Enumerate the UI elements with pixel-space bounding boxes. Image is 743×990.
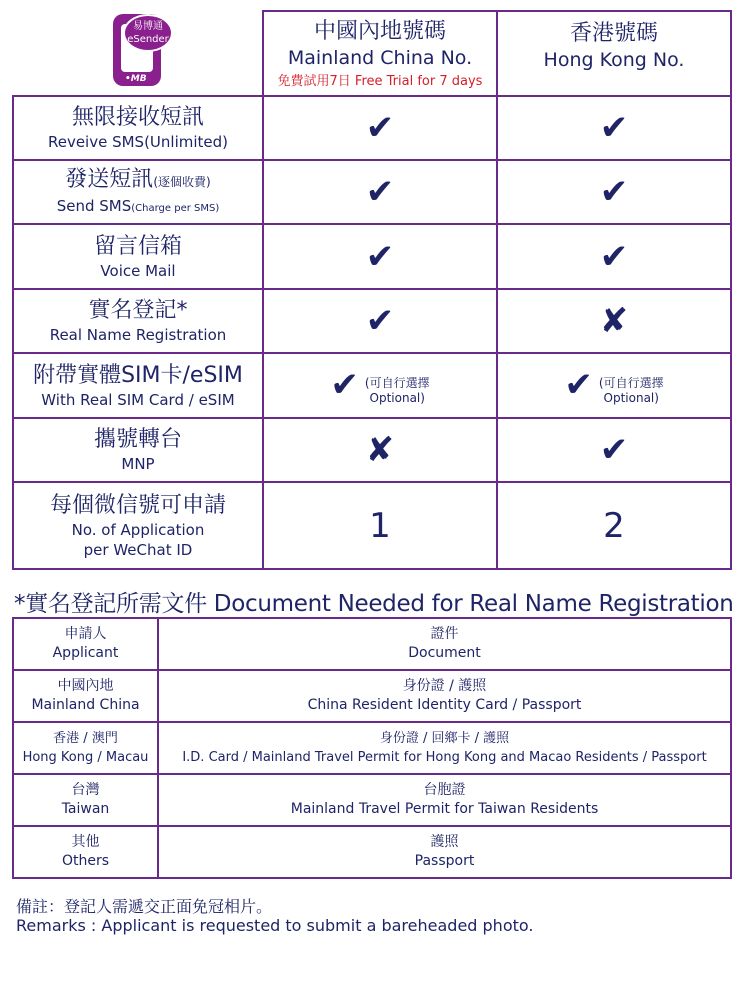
application-count: 2 <box>497 482 731 569</box>
logo-text-en: eSender <box>127 34 169 45</box>
table-row: 中國內地 Mainland China 身份證 / 護照 China Resident Identity Card / Passport <box>13 670 731 722</box>
table-row: 攜號轉台 MNP ✘ ✔ <box>13 418 731 482</box>
check-icon: ✔ <box>497 224 731 289</box>
table-row: 申請人 Applicant 證件 Document <box>13 618 731 670</box>
table-row: 附帶實體SIM卡/eSIM With Real SIM Card / eSIM ✔ (可自行選擇 Optional) ✔ (可自行選擇 Optional) <box>13 353 731 418</box>
table-row: 香港 / 澳門 Hong Kong / Macau 身份證 / 回鄉卡 / 護照 I.D. Card / Mainland Travel Permit for Hong Kong and Macao Residents / Passport <box>13 722 731 774</box>
table-row: 無限接收短訊 Reveive SMS(Unlimited) ✔ ✔ <box>13 96 731 160</box>
table-row: 發送短訊(逐個收費) Send SMS(Charge per SMS) ✔ ✔ <box>13 160 731 224</box>
cross-icon: ✘ <box>497 289 731 353</box>
cross-icon: ✘ <box>263 418 497 482</box>
check-icon: ✔ <box>263 289 497 353</box>
check-icon: ✔ <box>497 418 731 482</box>
table-row: 其他 Others 護照 Passport <box>13 826 731 878</box>
remarks-zh: 備註：登記人需遞交正面免冠相片。 <box>16 897 273 916</box>
documents-table <box>12 617 732 879</box>
check-icon: ✔ <box>497 96 731 160</box>
logo-cell <box>13 11 263 96</box>
documents-heading: *實名登記所需文件 Document Needed for Real Name Registration <box>14 591 734 617</box>
header-hongkong: 香港號碼 Hong Kong No. <box>497 11 731 96</box>
check-icon: ✔ <box>564 364 593 405</box>
remarks-en: Remarks : Applicant is requested to submit a bareheaded photo. <box>16 916 534 935</box>
check-icon: ✔ <box>330 364 359 405</box>
check-icon: ✔ <box>263 160 497 224</box>
header-mainland: 中國內地號碼 Mainland China No. 免費試用7日 Free Trial for 7 days <box>263 11 497 96</box>
free-trial-note: 免費試用7日 Free Trial for 7 days <box>277 74 483 89</box>
logo-badge: •MB <box>125 74 147 84</box>
comparison-table <box>12 10 732 570</box>
application-count: 1 <box>263 482 497 569</box>
check-icon: ✔ <box>263 96 497 160</box>
table-row: 實名登記* Real Name Registration ✔ ✘ <box>13 289 731 353</box>
table-row: 台灣 Taiwan 台胞證 Mainland Travel Permit for Taiwan Residents <box>13 774 731 826</box>
table-row: 每個微信號可申請 No. of Application per WeChat ID 1 2 <box>13 482 731 569</box>
logo-text-zh: 易博通 <box>133 21 163 32</box>
check-icon: ✔ <box>263 224 497 289</box>
check-icon: ✔ <box>497 160 731 224</box>
table-row: 留言信箱 Voice Mail ✔ ✔ <box>13 224 731 289</box>
